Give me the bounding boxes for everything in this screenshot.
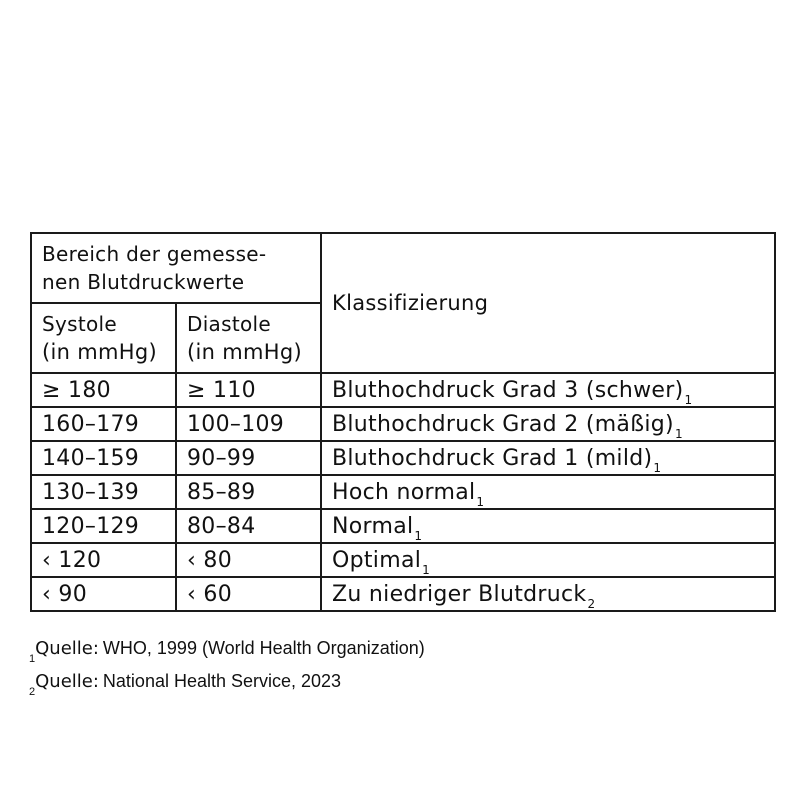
- classification-text: Zu niedriger Blutdruck: [332, 581, 587, 607]
- table-row: [31, 373, 775, 407]
- cell-diastole: 100–109: [176, 407, 321, 441]
- footnote-ref: 1: [684, 392, 693, 407]
- classification-text: Bluthochdruck Grad 3 (schwer): [332, 377, 684, 403]
- cell-diastole: ‹ 80: [176, 543, 321, 577]
- header-classification: Klassifizierung: [321, 233, 775, 373]
- table-row: [31, 475, 775, 509]
- header-diastole: [176, 303, 321, 373]
- header-row-range: [31, 233, 775, 303]
- footnote-number: 2: [29, 686, 36, 698]
- table-row: [31, 509, 775, 543]
- footnote-number: 1: [29, 653, 36, 665]
- classification-text: Hoch normal: [332, 479, 476, 505]
- cell-diastole: 80–84: [176, 509, 321, 543]
- classification-text: Bluthochdruck Grad 1 (mild): [332, 445, 653, 471]
- header-systole-label: Systole: [42, 312, 117, 336]
- cell-classification: [321, 407, 775, 441]
- cell-systole: ≥ 180: [31, 373, 176, 407]
- cell-diastole: 90–99: [176, 441, 321, 475]
- header-systole-unit: (in mmHg): [42, 340, 157, 364]
- table-row: [31, 577, 775, 611]
- footnote-ref: 2: [587, 596, 596, 611]
- footnote-source: National Health Service, 2023: [102, 671, 342, 691]
- footnote-ref: 1: [414, 528, 423, 543]
- footnote-1: [29, 632, 425, 665]
- cell-classification: [321, 577, 775, 611]
- classification-text: Bluthochdruck Grad 2 (mäßig): [332, 411, 674, 437]
- footnote-label: Quelle:: [35, 671, 99, 692]
- header-measured-range: [31, 233, 321, 303]
- table-row: [31, 441, 775, 475]
- footnote-ref: 1: [674, 426, 683, 441]
- blood-pressure-table: [30, 232, 776, 612]
- header-systole: [31, 303, 176, 373]
- cell-classification: [321, 543, 775, 577]
- footnote-ref: 1: [653, 460, 662, 475]
- cell-classification: [321, 509, 775, 543]
- table-row: [31, 407, 775, 441]
- footnote-2: [29, 665, 425, 698]
- cell-diastole: 85–89: [176, 475, 321, 509]
- classification-text: Optimal: [332, 547, 422, 573]
- classification-text: Normal: [332, 513, 414, 539]
- cell-diastole: ≥ 110: [176, 373, 321, 407]
- cell-systole: 160–179: [31, 407, 176, 441]
- footnote-ref: 1: [476, 494, 485, 509]
- footnote-label: Quelle:: [35, 638, 99, 659]
- cell-systole: 130–139: [31, 475, 176, 509]
- cell-diastole: ‹ 60: [176, 577, 321, 611]
- cell-classification: [321, 441, 775, 475]
- cell-classification: [321, 475, 775, 509]
- header-diastole-unit: (in mmHg): [187, 340, 302, 364]
- cell-classification: [321, 373, 775, 407]
- cell-systole: 140–159: [31, 441, 176, 475]
- header-diastole-label: Diastole: [187, 312, 271, 336]
- header-range-line2: nen Blutdruckwerte: [42, 270, 245, 294]
- footnote-ref: 1: [422, 562, 431, 577]
- footnotes: [29, 632, 425, 698]
- footnote-source: WHO, 1999 (World Health Organization): [102, 638, 425, 658]
- table-row: [31, 543, 775, 577]
- header-range-line1: Bereich der gemesse-: [42, 242, 267, 266]
- cell-systole: ‹ 90: [31, 577, 176, 611]
- cell-systole: 120–129: [31, 509, 176, 543]
- cell-systole: ‹ 120: [31, 543, 176, 577]
